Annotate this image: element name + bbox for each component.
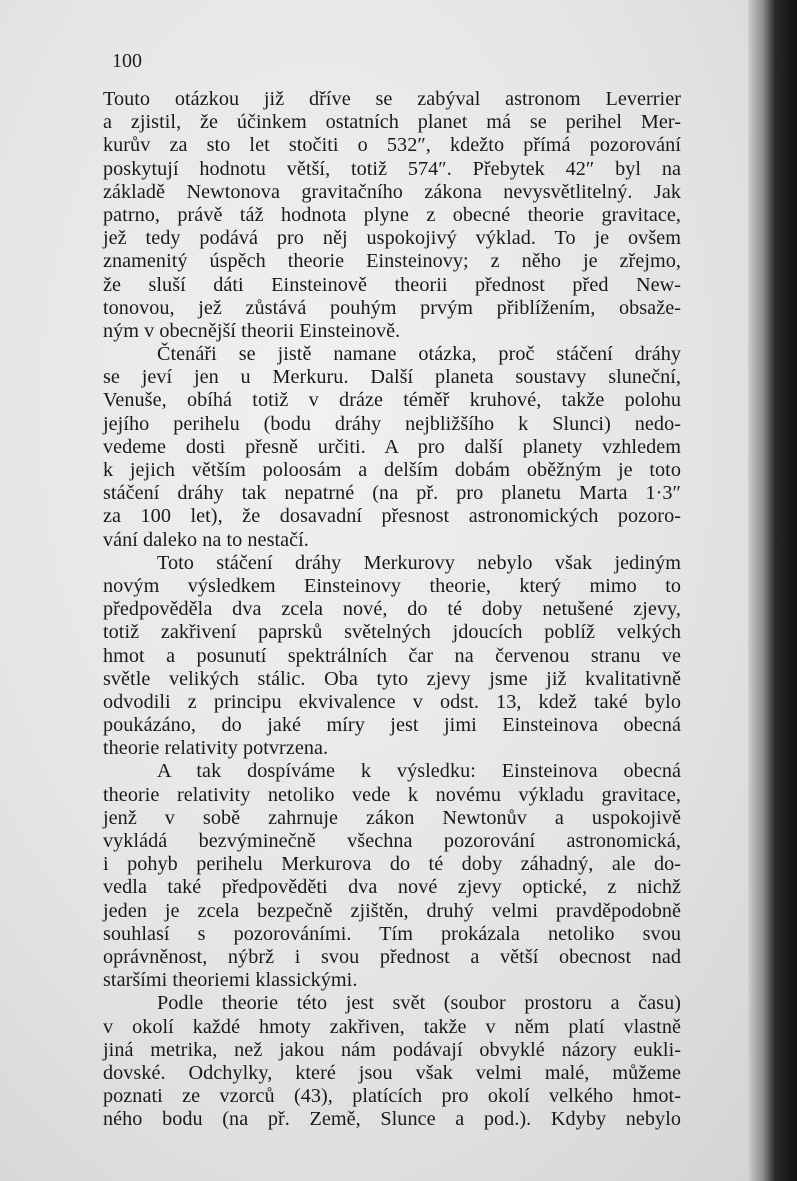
text-line: novým výsledkem Einsteinovy theorie, který mimo to bbox=[103, 574, 681, 597]
text-line: k jejich větším poloosám a delším dobám oběžným je toto bbox=[103, 459, 681, 481]
text-line: jeden je zcela bezpečně zjištěn, druhý velmi pravděpodobně bbox=[103, 899, 681, 922]
text-line: tonovou, jež zůstává pouhým prvým přiblížením, obsaže- bbox=[103, 296, 681, 319]
text-line: poznati ze vzorců (43), platících pro okolí velkého hmot- bbox=[103, 1085, 681, 1108]
spine-speck bbox=[776, 540, 779, 543]
text-line: theorie relativity potvrzena. bbox=[103, 737, 329, 760]
text-line: Podle theorie této jest svět (soubor prostoru a času) bbox=[157, 992, 681, 1015]
text-line: oprávněnost, nýbrž i svou přednost a větší obecnost nad bbox=[103, 945, 681, 968]
text-line: a zjistil, že účinkem ostatních planet má se perihel Mer- bbox=[103, 111, 681, 134]
text-line: vykládá bezvýminečně všechna pozorování astronomická, bbox=[103, 830, 681, 852]
spine-speck bbox=[780, 318, 783, 321]
paragraph bbox=[103, 760, 681, 992]
text-line: stáčení dráhy tak nepatrné (na př. pro planetu Marta 1·3″ bbox=[103, 482, 681, 505]
text-line: odvodili z principu ekvivalence v odst. 13, kdež také bylo bbox=[103, 690, 681, 713]
paragraph bbox=[103, 343, 681, 552]
text-line: souhlasí s pozorováními. Tím prokázala netoliko svou bbox=[103, 922, 681, 945]
text-line: Čtenáři se jistě namane otázka, proč stáčení dráhy bbox=[157, 343, 681, 366]
paragraph bbox=[103, 992, 681, 1131]
text-line: ného bodu (na př. Země, Slunce a pod.). Kdyby nebylo bbox=[103, 1108, 681, 1131]
text-line: i pohyb perihelu Merkurova do té doby záhadný, ale do- bbox=[103, 853, 681, 876]
text-line: theorie relativity netoliko vede k novému výkladu gravitace, bbox=[103, 783, 681, 806]
text-line: patrno, právě táž hodnota plyne z obecné theorie gravitace, bbox=[103, 203, 681, 226]
text-line: A tak dospíváme k výsledku: Einsteinova obecná bbox=[157, 760, 681, 783]
text-line: se jeví jen u Merkuru. Další planeta soustavy sluneční, bbox=[103, 366, 681, 389]
text-line: jenž v sobě zahrnuje zákon Newtonův a uspokojivě bbox=[103, 806, 681, 829]
text-line: v okolí každé hmoty zakřiven, takže v něm platí vlastně bbox=[103, 1015, 681, 1038]
text-line: vedeme dosti přesně určiti. A pro další planety vzhledem bbox=[103, 435, 681, 458]
text-line: světle velikých stálic. Oba tyto zjevy jsme již kvalitativně bbox=[103, 667, 681, 690]
paragraph bbox=[103, 552, 681, 761]
text-line: základě Newtonova gravitačního zákona nevysvětlitelný. Jak bbox=[103, 180, 681, 203]
book-spine-shadow bbox=[748, 0, 797, 1181]
text-line: jejího perihelu (bodu dráhy nejbližšího k Slunci) nedo- bbox=[103, 412, 681, 435]
text-line: jež tedy podává pro něj uspokojivý výklad. To je ovšem bbox=[103, 227, 681, 250]
text-line: vání daleko na to nestačí. bbox=[103, 528, 309, 551]
text-line: Toto stáčení dráhy Merkurovy nebylo však jediným bbox=[157, 551, 681, 574]
text-line: jiná metrika, než jakou nám podávají obvyklé názory eukli- bbox=[103, 1038, 681, 1061]
spine-speck bbox=[776, 62, 779, 65]
spine-speck bbox=[779, 665, 782, 668]
text-line: dovské. Odchylky, které jsou však velmi malé, můžeme bbox=[103, 1061, 681, 1084]
text-line: staršími theoriemi klassickými. bbox=[103, 969, 358, 992]
text-line: totiž zakřivení paprsků světelných jdoucích poblíž velkých bbox=[103, 621, 681, 644]
text-line: za 100 let), že dosavadní přesnost astronomických pozoro- bbox=[103, 505, 681, 528]
text-line: kurův za sto let stočiti o 532″, kdežto přímá pozorování bbox=[103, 134, 681, 157]
text-line: Venuše, obíhá totiž v dráze téměř kruhové, takže polohu bbox=[103, 389, 681, 412]
body-text bbox=[103, 88, 681, 1131]
text-line: ným v obecnější theorii Einsteinově. bbox=[103, 319, 401, 342]
text-line: Touto otázkou již dříve se zabýval astronom Leverrier bbox=[103, 88, 681, 110]
text-line: znamenitý úspěch theorie Einsteinovy; z něho je zřejmo, bbox=[103, 250, 681, 273]
page-number: 100 bbox=[112, 50, 142, 72]
text-line: vedla také předpověděti dva nové zjevy optické, z nichž bbox=[103, 876, 681, 899]
text-line: že sluší dáti Einsteinově theorii přednost před New- bbox=[103, 273, 681, 296]
text-line: poskytují hodnotu větší, totiž 574″. Přebytek 42″ byl na bbox=[103, 157, 681, 180]
text-line: hmot a posunutí spektrálních čar na červenou stranu ve bbox=[103, 644, 681, 667]
text-line: předpověděla dva zcela nové, do té doby netušené zjevy, bbox=[103, 598, 681, 621]
paragraph bbox=[103, 88, 681, 343]
text-line: poukázáno, do jaké míry jest jimi Einsteinova obecná bbox=[103, 714, 681, 737]
